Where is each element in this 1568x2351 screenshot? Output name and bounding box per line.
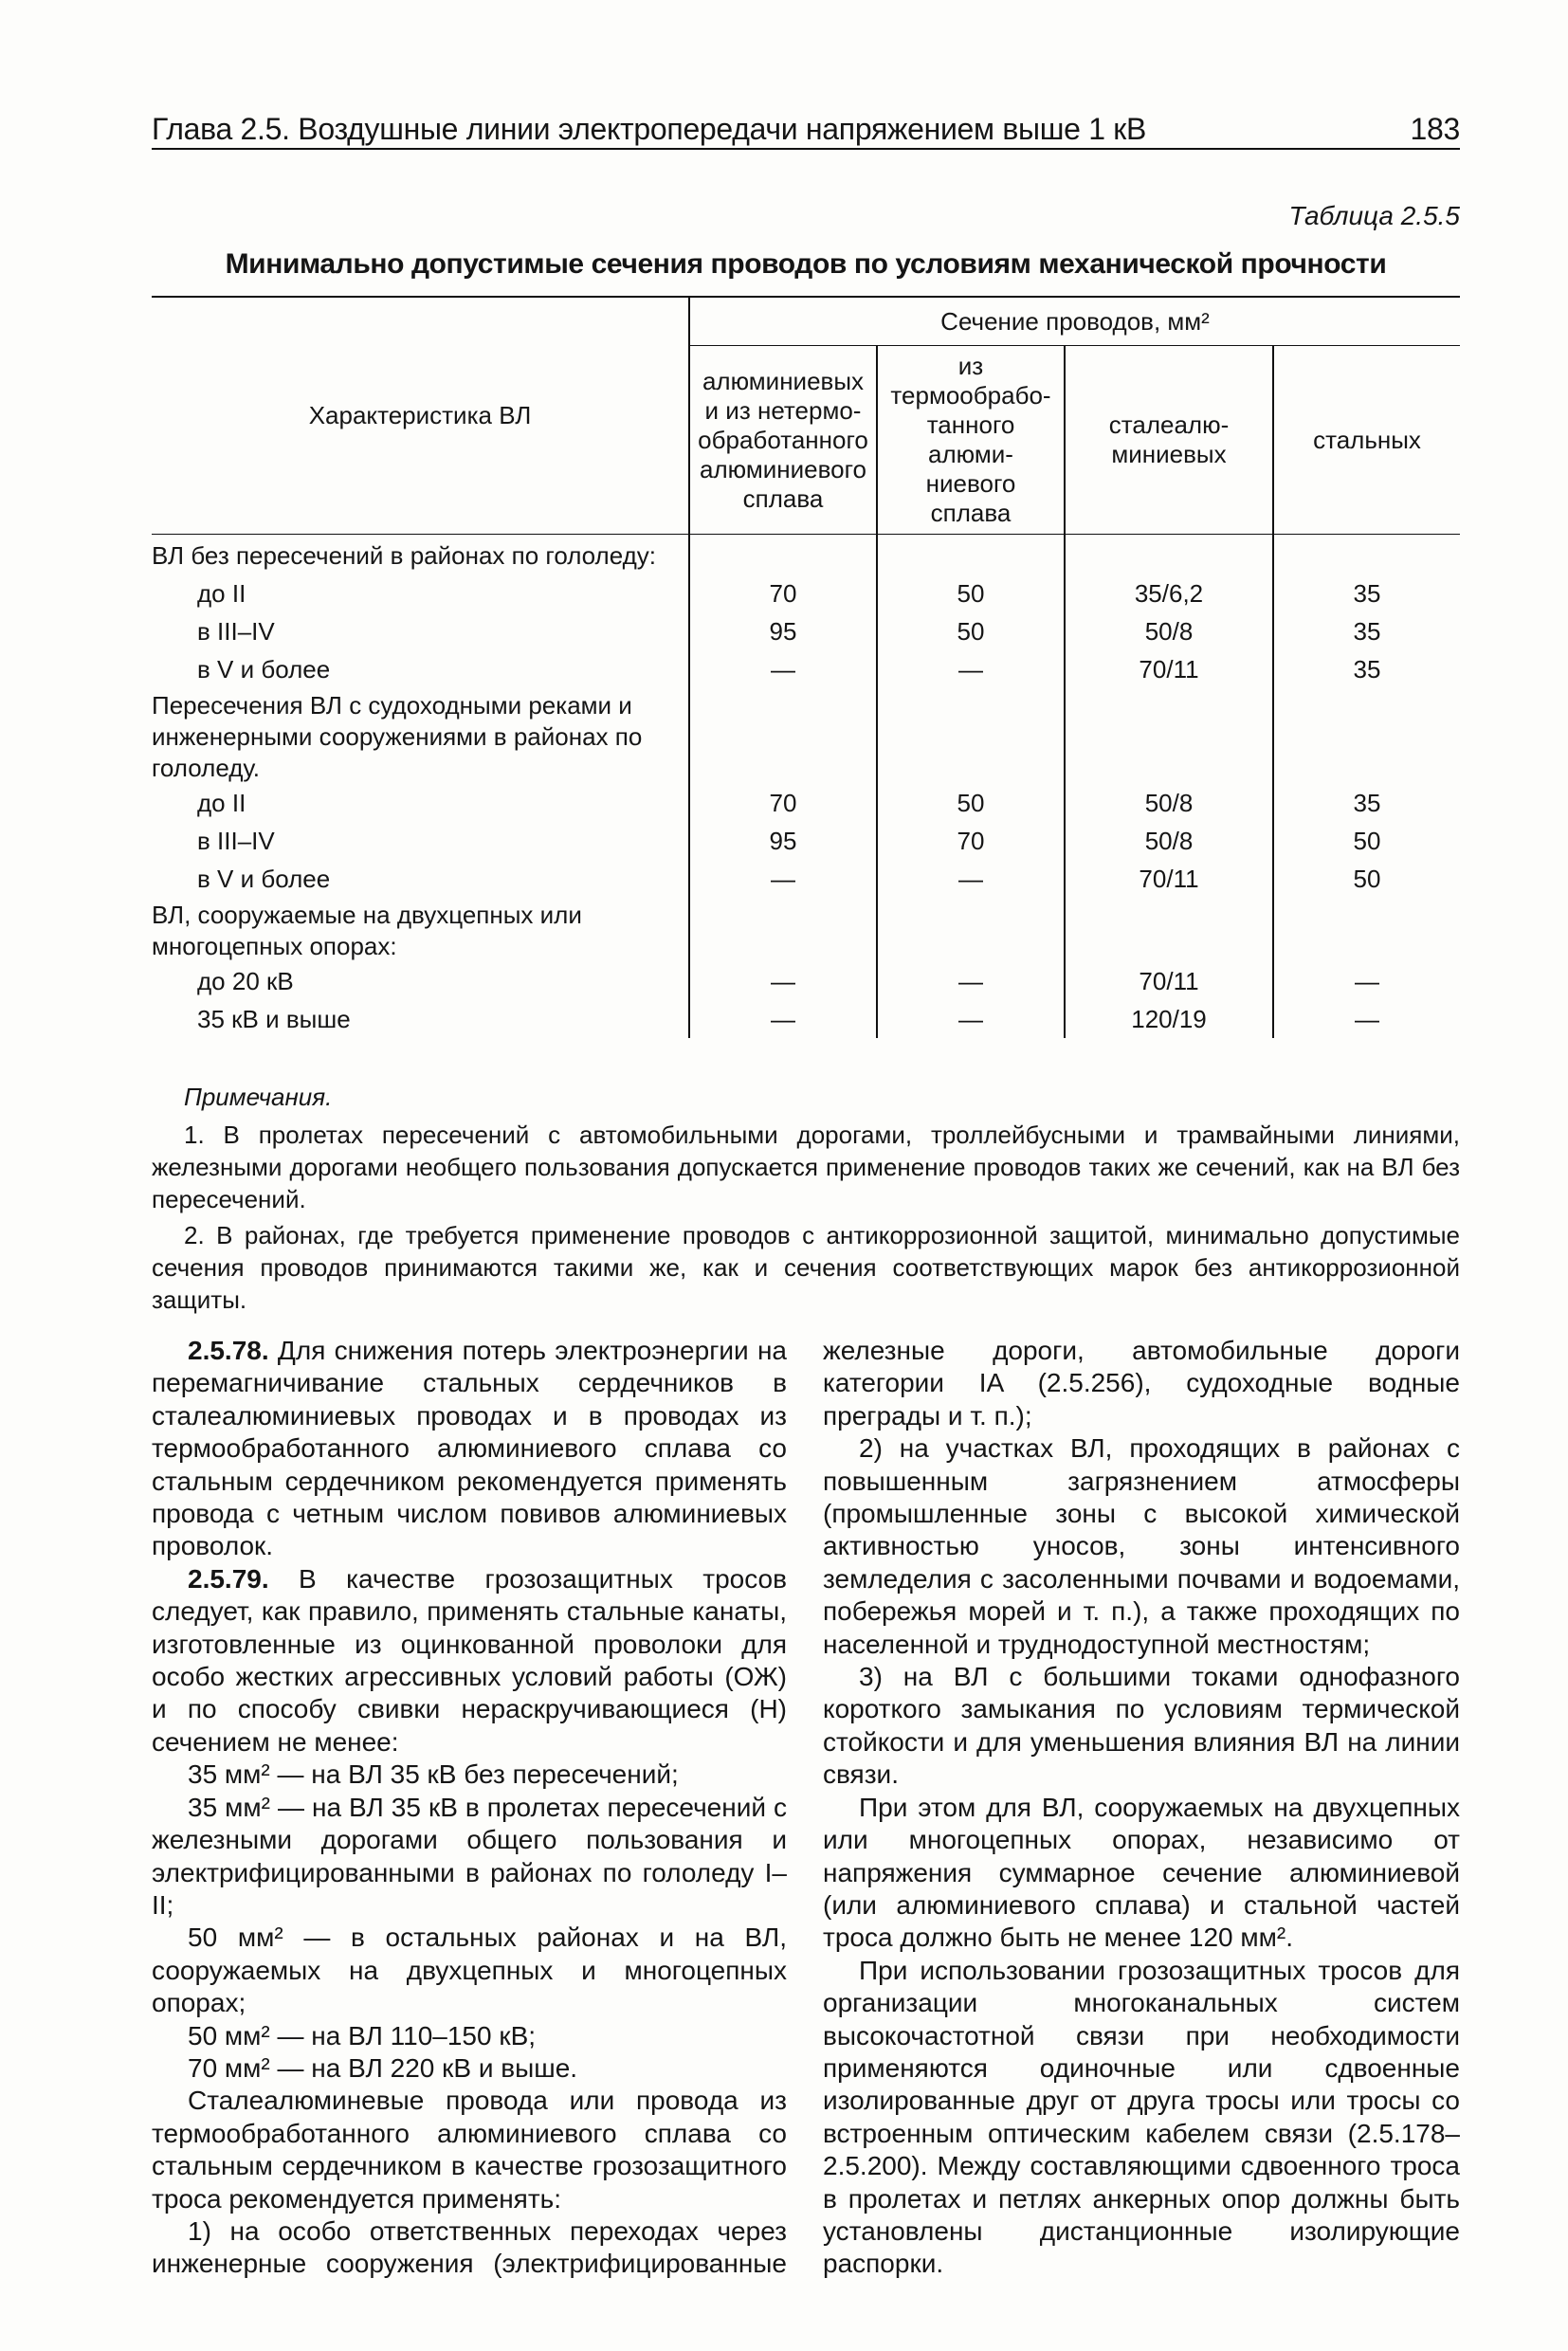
characteristic-header: Характеристика ВЛ: [152, 297, 689, 535]
paragraph-text: 50 мм² — в остальных районах и на ВЛ, сооружаемых на двухцепных и многоцепных опорах;: [152, 1923, 787, 2018]
row-label: Пересечения ВЛ с судоходными реками и инженерными сооружениями в районах по гололеду.: [152, 691, 643, 782]
row-value: 50/8: [1065, 612, 1273, 650]
table-title: Минимально допустимые сечения проводов по условиям механической прочности: [225, 248, 1387, 280]
row-value: [877, 898, 1065, 962]
row-value: 95: [689, 612, 877, 650]
row-value: [1273, 898, 1460, 962]
paragraph-text: 35 мм² — на ВЛ 35 кВ в пролетах пересечений с железными дорогами общего пользования и электрифицированными в районах по гололеду I–II;: [152, 1792, 787, 1920]
row-value: —: [1273, 962, 1460, 1000]
row-value: —: [1273, 1000, 1460, 1038]
row-value: 50: [877, 784, 1065, 822]
page-number: 183: [1410, 112, 1460, 146]
body-column-left: [152, 1335, 787, 2281]
row-value: —: [877, 962, 1065, 1000]
body-paragraph: [152, 2020, 787, 2052]
row-value: 120/19: [1065, 1000, 1273, 1038]
body-paragraph: 3) на ВЛ с большими токами однофазного короткого замыкания по условиям термической стойкости и для уменьшения влияния ВЛ на линии связи.: [823, 1662, 1460, 1790]
body-paragraph: [152, 2085, 787, 2215]
chapter-title: Глава 2.5. Воздушные линии электропередачи напряжением выше 1 кВ: [152, 112, 1147, 146]
paragraph-text: 50 мм² — на ВЛ 110–150 кВ;: [188, 2020, 537, 2050]
row-value: 50: [1273, 822, 1460, 860]
row-value: 70/11: [1065, 650, 1273, 688]
sections-table: [152, 296, 1460, 1038]
row-label: в III–IV: [197, 616, 275, 646]
body-paragraph: [152, 1335, 787, 1563]
table-row: [152, 860, 1460, 898]
body-paragraph: железные дороги, автомобильные дороги категории IA (2.5.256), судоходные водные преграды и т. п.);: [823, 1336, 1460, 1431]
body-paragraph: [152, 1759, 787, 1791]
row-value: —: [877, 860, 1065, 898]
body-column-right: [823, 1335, 1460, 2281]
table-section-row: [152, 688, 1460, 784]
row-value: 70/11: [1065, 962, 1273, 1000]
row-value: —: [689, 962, 877, 1000]
row-value: [1273, 535, 1460, 575]
row-value: [1065, 688, 1273, 784]
note-item: 2. В районах, где требуется применение проводов с антикоррозионной защитой, минимально допустимые сечения проводов принимаются такими же, как и сечения соответствующих марок без антикоррозионной защиты.: [152, 1221, 1460, 1314]
table-row: [152, 784, 1460, 822]
paragraph-text: 35 мм² — на ВЛ 35 кВ без пересечений;: [188, 1759, 679, 1790]
row-value: —: [877, 1000, 1065, 1038]
table-row: [152, 822, 1460, 860]
body-paragraph: При этом для ВЛ, сооружаемых на двухцепных или многоцепных опорах, независимо от напряжения суммарное сечение алюминиевой (или алюминиевого сплава) и стальной частей троса должно быть не менее 120 мм².: [823, 1792, 1460, 1953]
table-row: [152, 1000, 1460, 1038]
body-paragraph: [152, 2215, 787, 2281]
table-row: [152, 612, 1460, 650]
row-label: ВЛ, сооружаемые на двухцепных или многоцепных опорах:: [152, 901, 582, 960]
table-header-row: [152, 297, 1460, 346]
row-value: [877, 688, 1065, 784]
body-paragraph: [152, 2052, 787, 2085]
subheader-aluminium: алюминиевых и из нетермо-обработанного алюминиевого сплава: [689, 346, 877, 535]
row-label: до 20 кВ: [197, 966, 294, 995]
row-value: [877, 535, 1065, 575]
paragraph-text: 70 мм² — на ВЛ 220 кВ и выше.: [188, 2052, 578, 2083]
table-section-row: [152, 535, 1460, 575]
row-value: [1065, 898, 1273, 962]
row-value: 50: [1273, 860, 1460, 898]
row-value: 70/11: [1065, 860, 1273, 898]
table-row: [152, 574, 1460, 612]
row-value: [1273, 688, 1460, 784]
row-value: 35: [1273, 612, 1460, 650]
paragraph-text: Сталеалюминевые провода или провода из термообработанного алюминиевого сплава со стальным сердечником в качестве грозозащитного троса рекомендуется применять:: [152, 2086, 787, 2214]
row-value: 50/8: [1065, 784, 1273, 822]
subheader-steel: стальных: [1273, 346, 1460, 535]
paragraph-text: В качестве грозозащитных тросов следует, как правило, применять стальные канаты, изготовленные из оцинкованной проволоки для особо жестких агрессивных условий работы (ОЖ) и по способу свивки нераскручивающиеся (Н) сечением не менее:: [152, 1563, 787, 1757]
row-value: 70: [877, 822, 1065, 860]
row-value: [689, 898, 877, 962]
row-value: 50: [877, 612, 1065, 650]
row-label: 35 кВ и выше: [197, 1004, 351, 1033]
table-notes: [152, 1081, 1460, 1320]
body-paragraph: 2) на участках ВЛ, проходящих в районах с повышенным загрязнением атмосферы (промышленные зоны с высокой химической активностью уносов, зоны интенсивного земледелия с засоленными почвами и водоемами, побережья морей и т. п.), а также проходящих по населенной и труднодоступной местностям;: [823, 1433, 1460, 1659]
row-label: ВЛ без пересечений в районах по гололеду:: [152, 540, 657, 570]
row-value: 70: [689, 784, 877, 822]
header-rule: [152, 148, 1460, 150]
row-value: 35/6,2: [1065, 574, 1273, 612]
section-group-header: Сечение проводов, мм²: [689, 297, 1460, 346]
subheader-thermo-alloy: из термообрабо-танного алюми-ниевого сплава: [877, 346, 1065, 535]
row-value: 35: [1273, 574, 1460, 612]
row-value: 70: [689, 574, 877, 612]
row-value: 50/8: [1065, 822, 1273, 860]
row-value: [1065, 535, 1273, 575]
subheader-steel-aluminium: сталеалю-миниевых: [1065, 346, 1273, 535]
row-label: до II: [197, 578, 246, 608]
row-value: —: [689, 860, 877, 898]
paragraph-text: Для снижения потерь электроэнергии на перемагничивание стальных сердечников в сталеалюминиевых проводах и в проводах из термообработанного алюминиевого сплава со стальным сердечником рекомендуется применять провода с четным числом повивов алюминиевых проволок.: [152, 1336, 787, 1561]
row-label: в V и более: [197, 654, 331, 683]
row-label: в V и более: [197, 864, 331, 893]
row-value: —: [877, 650, 1065, 688]
row-label: в III–IV: [197, 826, 275, 855]
table-row: [152, 962, 1460, 1000]
table-row: [152, 650, 1460, 688]
row-value: 95: [689, 822, 877, 860]
body-paragraph: [152, 1792, 787, 1923]
row-value: [689, 535, 877, 575]
table-section-row: [152, 898, 1460, 962]
notes-heading: Примечания.: [184, 1083, 333, 1111]
table-body: [152, 535, 1460, 1039]
paragraph-text: 1) на особо ответственных переходах через инженерные сооружения (электрифицированные: [152, 2215, 787, 2279]
body-paragraph: При использовании грозозащитных тросов для организации многоканальных систем высокочастотной связи при необходимости применяются одиночные или сдвоенные изолированные друг от друга тросы или тросы со встроенным оптическим кабелем связи (2.5.178–2.5.200). Между составляющими сдвоенного троса в пролетах и петлях анкерных опор должны быть установлены дистанционные изолирующие распорки.: [823, 1955, 1460, 2279]
row-value: —: [689, 650, 877, 688]
row-value: 35: [1273, 650, 1460, 688]
clause-number: 2.5.79.: [188, 1563, 269, 1594]
table-label: Таблица 2.5.5: [1288, 201, 1460, 230]
clause-number: 2.5.78.: [188, 1336, 269, 1365]
body-paragraph: [152, 1563, 787, 1759]
body-paragraph: [152, 1922, 787, 2019]
row-value: 35: [1273, 784, 1460, 822]
row-value: [689, 688, 877, 784]
row-label: до II: [197, 788, 246, 817]
note-item: 1. В пролетах пересечений с автомобильными дорогами, троллейбусными и трамвайными линиями, железными дорогами необщего пользования допускается применение проводов таких же сечений, как на ВЛ без пересечений.: [152, 1121, 1460, 1213]
row-value: —: [689, 1000, 877, 1038]
row-value: 50: [877, 574, 1065, 612]
